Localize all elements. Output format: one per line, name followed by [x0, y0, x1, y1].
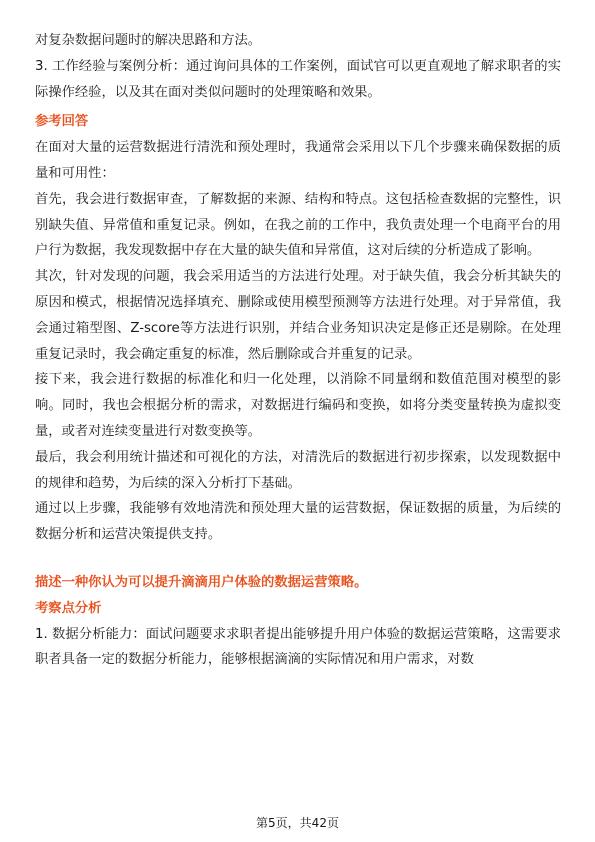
paragraph-top-1: 3. 工作经验与案例分析：通过询问具体的工作案例，面试官可以更直观地了解求职者的实际操作经验，以及其在面对类似问题时的处理策略和效果。	[35, 58, 561, 100]
answer-paragraph-1: 首先，我会进行数据审查，了解数据的来源、结构和特点。这包括检查数据的完整性，识别缺失值、异常值和重复记录。例如，在我之前的工作中，我负责处理一个电商平台的用户行为数据，我发现数据中存在大量的缺失值和异常值，这对后续的分析造成了影响。	[35, 191, 561, 259]
answer-paragraph-2: 其次，针对发现的问题，我会采用适当的方法进行处理。对于缺失值，我会分析其缺失的原因和模式，根据情况选择填充、删除或使用模型预测等方法进行处理。对于异常值，我会通过箱型图、Z-score等方法进行识别，并结合业务知识决定是修正还是剔除。在处理重复记录时，我会确定重复的标准，然后删除或合并重复的记录。	[35, 269, 561, 362]
answer-paragraph-4: 最后，我会利用统计描述和可视化的方法，对清洗后的数据进行初步探索，以发现数据中的规律和趋势，为后续的深入分析打下基础。	[35, 449, 561, 491]
answer-paragraph-0: 在面对大量的运营数据进行清洗和预处理时，我通常会采用以下几个步骤来确保数据的质量和可用性：	[35, 140, 561, 181]
answer-paragraph-3: 接下来，我会进行数据的标准化和归一化处理，以消除不同量纲和数值范围对模型的影响。同时，我也会根据分析的需求，对数据进行编码和变换，如将分类变量转换为虚拟变量，或者对连续变量进行对数变换等。	[35, 372, 561, 439]
analysis-paragraph-0: 1. 数据分析能力：面试问题要求求职者提出能够提升用户体验的数据运营策略，这需要求职者具备一定的数据分析能力，能够根据滴滴的实际情况和用户需求，对数	[35, 626, 561, 668]
analysis-heading: 考察点分析	[35, 600, 102, 616]
document-page	[35, 28, 561, 673]
page-footer: 第5页，共42页	[256, 816, 339, 830]
paragraph-top-0: 对复杂数据问题时的解决思路和方法。	[35, 33, 262, 48]
answer-heading: 参考回答	[35, 114, 89, 130]
answer-paragraph-5: 通过以上步骤，我能够有效地清洗和预处理大量的运营数据，保证数据的质量，为后续的数据分析和运营决策提供支持。	[35, 501, 561, 543]
question-heading: 描述一种你认为可以提升滴滴用户体验的数据运营策略。	[35, 574, 368, 590]
